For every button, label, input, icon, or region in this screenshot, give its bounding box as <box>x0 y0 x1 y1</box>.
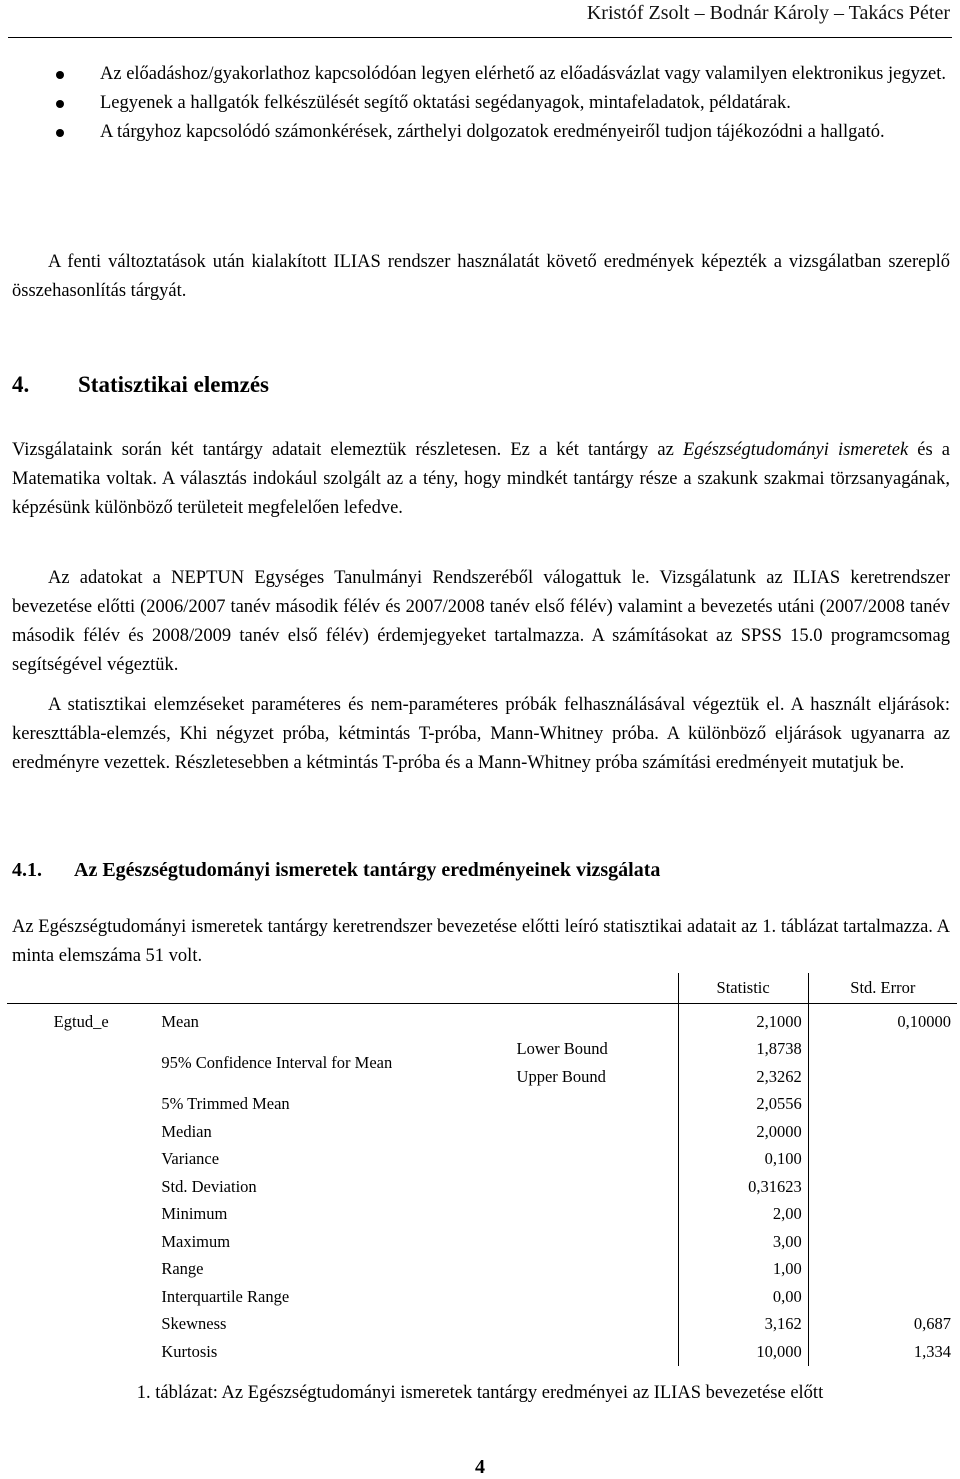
bullet-item: Az előadáshoz/gyakorlathoz kapcsolódóan legyen elérhető az előadásvázlat vagy valamilyen elektronikus jegyzet. <box>12 60 950 89</box>
bullet-icon <box>56 100 64 108</box>
std-error-value <box>808 1283 957 1311</box>
statistic-value: 1,8738 <box>678 1036 808 1064</box>
table-row <box>7 1228 957 1256</box>
std-error-value: 1,334 <box>808 1338 957 1366</box>
paragraph-3: A statisztikai elemzéseket paraméteres és nem-paraméteres próbák felhasználásával végeztük el. A használt eljárások: kereszttábla-elemzés, Khi négyzet próba, kétmintás T-próba, Mann-Whitney próba. A különböző eljárások ugyanarra az eredményre vezettek. Részletesebben a kétmintás T-próba és a Mann-Whitney próba számítási eredményeit mutatjuk be. <box>12 695 950 773</box>
statistic-value: 0,31623 <box>678 1173 808 1201</box>
statistic-value: 10,000 <box>678 1338 808 1366</box>
row-label: Mean <box>161 1011 199 1031</box>
table-row <box>7 1338 957 1366</box>
table-row <box>7 1283 957 1311</box>
row-label: Variance <box>161 1149 220 1169</box>
std-error-value <box>808 1228 957 1256</box>
row-label: 5% Trimmed Mean <box>161 1094 290 1114</box>
paragraph-2: Az adatokat a NEPTUN Egységes Tanulmányi Rendszeréből válogattuk le. Vizsgálatunk az ILIAS keretrendszer bevezetése előtti (2006/2007 tanév második félév és 2007/2008 tanév első félév) valamint a bevezetés utáni (2007/2008 tanév második félév és 2008/2009 tanév első félév) érdemjegyeket tartalmazza. A számításokat az SPSS 15.0 programcsomag segítségével végeztük. <box>12 568 950 675</box>
running-head: Kristóf Zsolt – Bodnár Károly – Takács Péter <box>586 2 950 24</box>
section-4-heading: 4. Statisztikai elemzés <box>12 372 269 397</box>
statistic-value: 1,00 <box>678 1256 808 1284</box>
row-label: Range <box>161 1259 204 1279</box>
table-row <box>7 1256 957 1284</box>
page-number: 4 <box>475 1456 485 1478</box>
header-std-error: Std. Error <box>808 973 957 1004</box>
row-label: Std. Deviation <box>161 1176 257 1196</box>
row-label: Minimum <box>161 1204 228 1224</box>
table-row <box>7 1311 957 1339</box>
table-row <box>7 1118 957 1146</box>
table-row <box>7 1146 957 1174</box>
paragraph-1: Vizsgálataink során két tantárgy adatait elemeztük részletesen. Ez a két tantárgy az Egészségtudományi ismeretek és a Matematika voltak. A választás indokául szolgált az a tény, hogy mindkét tantárgy része a szakunk szakmai törzsanyagának, képzésünk különböző területeit megfelelően lefedve. <box>12 440 951 518</box>
table-header-row <box>7 973 957 1004</box>
intro-paragraph: A fenti változtatások után kialakított ILIAS rendszer használatát követő eredmények képezték a vizsgálatban szereplő összehasonlítás tárgyát. <box>12 252 950 301</box>
descriptive-statistics-table <box>7 973 957 1366</box>
statistic-value: 2,3262 <box>678 1063 808 1091</box>
row-label: Skewness <box>161 1314 227 1334</box>
row-label: Interquartile Range <box>161 1286 290 1306</box>
table-caption: 1. táblázat: Az Egészségtudományi ismeretek tantárgy eredményei az ILIAS bevezetése előtt <box>136 1383 824 1403</box>
std-error-value <box>808 1118 957 1146</box>
std-error-value <box>808 1256 957 1284</box>
bound-label: Lower Bound <box>516 1039 608 1059</box>
bullet-icon <box>56 129 64 137</box>
table-row <box>7 1091 957 1119</box>
row-label: Kurtosis <box>161 1341 218 1361</box>
variable-name: Egtud_e <box>53 1011 109 1031</box>
std-error-value <box>808 1173 957 1201</box>
table-row <box>7 1173 957 1201</box>
statistic-value: 0,100 <box>678 1146 808 1174</box>
row-label: 95% Confidence Interval for Mean <box>161 1053 393 1072</box>
statistic-value: 0,00 <box>678 1283 808 1311</box>
std-error-value <box>808 1146 957 1174</box>
header-statistic: Statistic <box>678 973 808 1004</box>
bullet-list <box>12 60 950 147</box>
table-row <box>7 1004 957 1036</box>
statistic-value: 2,1000 <box>678 1004 808 1036</box>
row-label: Median <box>161 1121 212 1141</box>
std-error-value: 0,10000 <box>808 1004 957 1036</box>
statistic-value: 3,162 <box>678 1311 808 1339</box>
bullet-item: Legyenek a hallgatók felkészülését segítő oktatási segédanyagok, mintafeladatok, példatárak. <box>12 89 950 118</box>
header-rule <box>8 37 952 38</box>
bound-label: Upper Bound <box>516 1066 606 1086</box>
row-label: Maximum <box>161 1231 231 1251</box>
paragraph-4: Az Egészségtudományi ismeretek tantárgy keretrendszer bevezetése előtti leíró statisztikai adatait az 1. táblázat tartalmazza. A minta elemszáma 51 volt. <box>12 917 950 966</box>
table-row <box>7 1036 957 1064</box>
std-error-value <box>808 1201 957 1229</box>
table-row <box>7 1201 957 1229</box>
bullet-item: A tárgyhoz kapcsolódó számonkérések, zárthelyi dolgozatok eredményeiről tudjon tájékozódni a hallgató. <box>12 118 950 147</box>
std-error-value: 0,687 <box>808 1311 957 1339</box>
statistic-value: 2,0556 <box>678 1091 808 1119</box>
std-error-value <box>808 1091 957 1119</box>
bullet-icon <box>56 71 64 79</box>
statistic-value: 2,0000 <box>678 1118 808 1146</box>
statistic-value: 2,00 <box>678 1201 808 1229</box>
statistic-value: 3,00 <box>678 1228 808 1256</box>
section-4-1-heading: 4.1. Az Egészségtudományi ismeretek tantárgy eredményeinek vizsgálata <box>12 859 661 881</box>
